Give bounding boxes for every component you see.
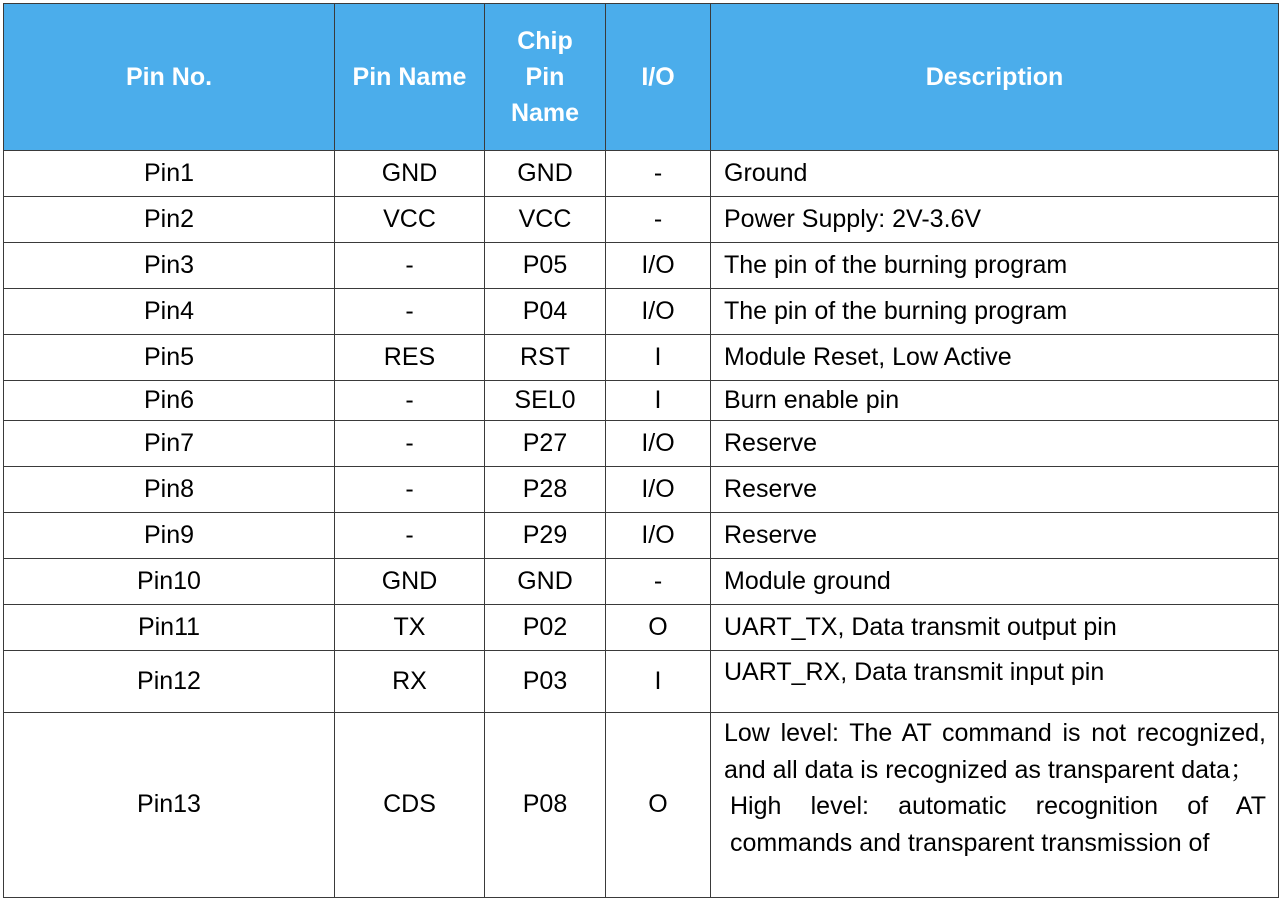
cell-pin-name: -: [335, 421, 485, 467]
cell-io: -: [606, 197, 711, 243]
cell-chip-pin: SEL0: [485, 381, 606, 421]
cell-pin-name: CDS: [335, 713, 485, 898]
cell-chip-pin: P04: [485, 289, 606, 335]
table-row: [4, 467, 1279, 513]
cell-io: O: [606, 605, 711, 651]
table-body: [4, 151, 1279, 898]
cell-pin-no: Pin10: [4, 559, 335, 605]
table-row: [4, 713, 1279, 898]
cell-description: The pin of the burning program: [711, 289, 1279, 335]
cell-chip-pin: P02: [485, 605, 606, 651]
cell-pin-name: TX: [335, 605, 485, 651]
cell-description: Reserve: [711, 513, 1279, 559]
cell-pin-no: Pin13: [4, 713, 335, 898]
header-pin-name: Pin Name: [335, 4, 485, 151]
cell-chip-pin: GND: [485, 151, 606, 197]
cell-pin-name: -: [335, 289, 485, 335]
header-chip-pin-name-line3: Name: [510, 99, 580, 127]
cell-chip-pin: RST: [485, 335, 606, 381]
cell-pin-name: -: [335, 243, 485, 289]
cell-pin-no: Pin1: [4, 151, 335, 197]
cell-chip-pin: VCC: [485, 197, 606, 243]
table-row: [4, 197, 1279, 243]
cell-pin-no: Pin7: [4, 421, 335, 467]
header-chip-pin-name: [485, 4, 606, 151]
cell-io: I: [606, 651, 711, 713]
cell-pin-name: VCC: [335, 197, 485, 243]
cell-io: I/O: [606, 289, 711, 335]
table-row: [4, 513, 1279, 559]
cell-description: Ground: [711, 151, 1279, 197]
cell-pin-no: Pin3: [4, 243, 335, 289]
cell-description: Reserve: [711, 467, 1279, 513]
cell-io: I/O: [606, 513, 711, 559]
cell-pin-name: RX: [335, 651, 485, 713]
cell-pin-name: -: [335, 467, 485, 513]
cell-chip-pin: P05: [485, 243, 606, 289]
cell-description-high-level: High level: automatic recognition of AT commands and transparent transmission of: [730, 792, 1266, 857]
cell-io: -: [606, 151, 711, 197]
cell-io: I/O: [606, 243, 711, 289]
cell-pin-no: Pin2: [4, 197, 335, 243]
cell-chip-pin: P08: [485, 713, 606, 898]
cell-chip-pin: P03: [485, 651, 606, 713]
table-row: [4, 421, 1279, 467]
cell-pin-name: -: [335, 513, 485, 559]
cell-description: UART_TX, Data transmit output pin: [711, 605, 1279, 651]
cell-io: I: [606, 381, 711, 421]
cell-description: Module Reset, Low Active: [711, 335, 1279, 381]
cell-chip-pin: P29: [485, 513, 606, 559]
cell-description: Burn enable pin: [711, 381, 1279, 421]
table-row: [4, 651, 1279, 713]
pin-definition-table: [3, 3, 1279, 898]
cell-io: I: [606, 335, 711, 381]
header-chip-pin-name-line2: Pin: [525, 63, 565, 91]
cell-description: Reserve: [711, 421, 1279, 467]
cell-pin-no: Pin5: [4, 335, 335, 381]
cell-description: UART_RX, Data transmit input pin: [711, 651, 1279, 713]
table-row: [4, 151, 1279, 197]
cell-pin-name: GND: [335, 151, 485, 197]
table-row: [4, 559, 1279, 605]
cell-description: Module ground: [711, 559, 1279, 605]
table-row: [4, 289, 1279, 335]
cell-pin-no: Pin8: [4, 467, 335, 513]
cell-io: O: [606, 713, 711, 898]
cell-description: [711, 713, 1279, 898]
header-pin-no: Pin No.: [4, 4, 335, 151]
cell-pin-name: -: [335, 381, 485, 421]
table-header: [4, 4, 1279, 151]
cell-pin-no: Pin11: [4, 605, 335, 651]
table-row: [4, 243, 1279, 289]
header-io: I/O: [606, 4, 711, 151]
cell-pin-no: Pin12: [4, 651, 335, 713]
cell-description-low-level: Low level: The AT command is not recognized, and all data is recognized as transparent data；: [724, 719, 1266, 784]
cell-description: Power Supply: 2V-3.6V: [711, 197, 1279, 243]
cell-pin-no: Pin4: [4, 289, 335, 335]
cell-io: I/O: [606, 467, 711, 513]
cell-pin-name: GND: [335, 559, 485, 605]
table-row: [4, 335, 1279, 381]
cell-pin-name: RES: [335, 335, 485, 381]
table-row: [4, 605, 1279, 651]
header-description: Description: [711, 4, 1279, 151]
cell-description: The pin of the burning program: [711, 243, 1279, 289]
table-row: [4, 381, 1279, 421]
cell-pin-no: Pin9: [4, 513, 335, 559]
cell-chip-pin: GND: [485, 559, 606, 605]
cell-chip-pin: P27: [485, 421, 606, 467]
cell-pin-no: Pin6: [4, 381, 335, 421]
cell-io: I/O: [606, 421, 711, 467]
header-row: [4, 4, 1279, 151]
cell-chip-pin: P28: [485, 467, 606, 513]
cell-io: -: [606, 559, 711, 605]
header-chip-pin-name-line1: Chip: [517, 27, 573, 55]
